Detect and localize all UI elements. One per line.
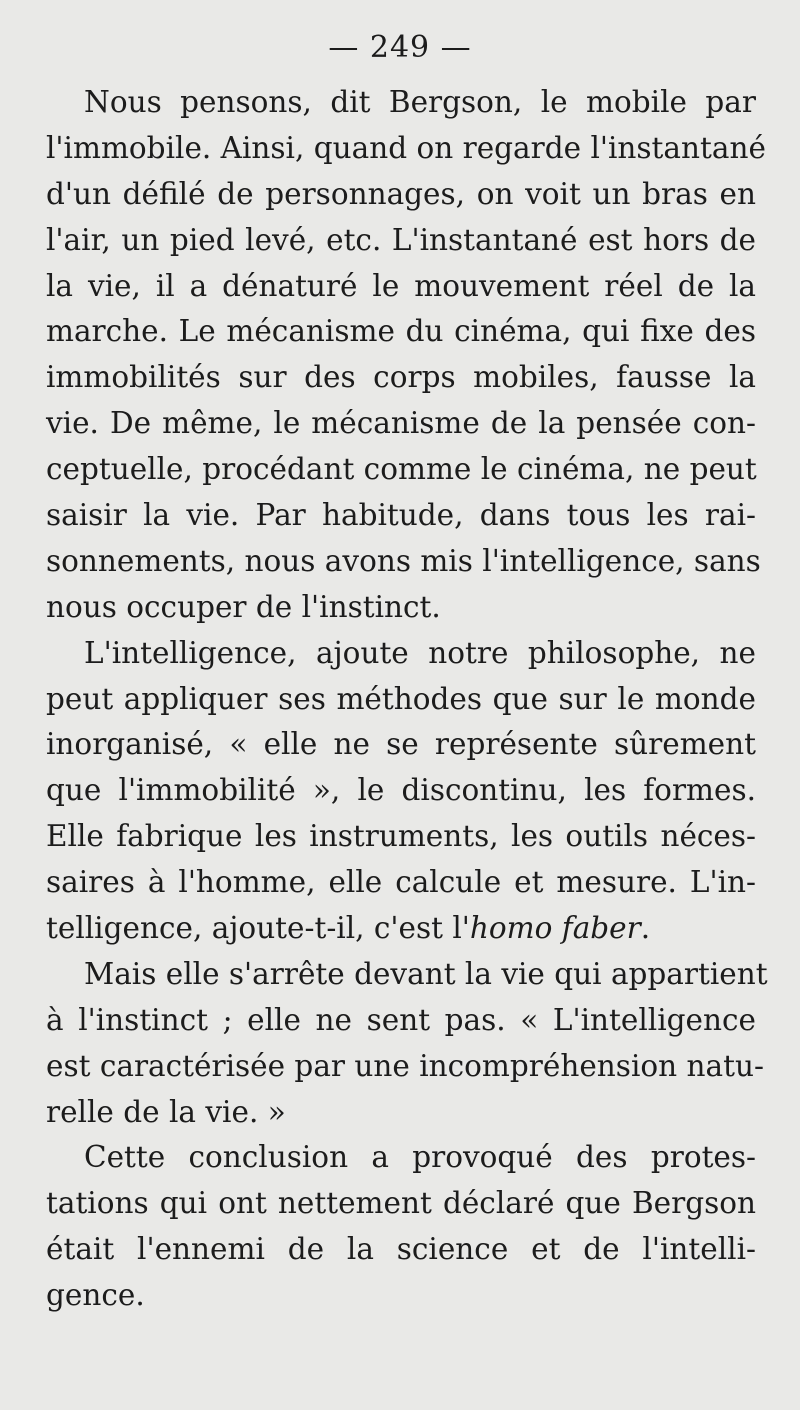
text-line: ceptuelle, procédant comme le cinéma, ne peut	[46, 452, 757, 487]
text-line: peut appliquer ses méthodes que sur le monde	[46, 681, 756, 716]
text-line: l'air, un pied levé, etc. L'instantané est hors de	[46, 222, 756, 257]
text-line: saires à l'homme, elle calcule et mesure. L'in-	[46, 865, 756, 900]
text-fragment: .	[640, 911, 651, 946]
text-fragment: telligence, ajoute-t-il, c'est l'	[46, 911, 470, 946]
text-line: sonnements, nous avons mis l'intelligence, sans	[46, 543, 761, 578]
text-line: d'un défilé de personnages, on voit un bras en	[46, 176, 756, 211]
text-line: vie. De même, le mécanisme de la pensée con-	[46, 406, 756, 441]
text-line: Cette conclusion a provoqué des protes-	[84, 1140, 756, 1175]
text-line: est caractérisée par une incompréhension natu-	[46, 1048, 764, 1083]
text-line: inorganisé, « elle ne se représente sûrement	[46, 727, 756, 762]
text-line: Mais elle s'arrête devant la vie qui appartient	[84, 956, 768, 991]
text-line: tations qui ont nettement déclaré que Bergson	[46, 1186, 756, 1221]
text-line: immobilités sur des corps mobiles, fausse la	[46, 360, 756, 395]
text-line: la vie, il a dénaturé le mouvement réel de la	[46, 268, 756, 303]
text-line: Nous pensons, dit Bergson, le mobile par	[84, 85, 756, 119]
text-line: l'immobile. Ainsi, quand on regarde l'instantané	[46, 130, 766, 165]
paragraph-2	[46, 631, 756, 952]
text-line: marche. Le mécanisme du cinéma, qui fixe des	[46, 314, 756, 349]
paragraph-1	[46, 80, 766, 631]
text-line: L'intelligence, ajoute notre philosophe, ne	[84, 635, 756, 670]
body-text	[46, 80, 768, 1319]
text-line-with-italic	[46, 906, 756, 952]
text-line: nous occuper de l'instinct.	[46, 589, 441, 624]
text-line: était l'ennemi de la science et de l'intelli-	[46, 1232, 756, 1267]
text-line: Elle fabrique les instruments, les outils néces-	[46, 819, 756, 854]
text-line: que l'immobilité », le discontinu, les formes.	[46, 773, 756, 808]
text-line: saisir la vie. Par habitude, dans tous les rai-	[46, 498, 756, 533]
text-line: relle de la vie. »	[46, 1094, 286, 1129]
text-line: gence.	[46, 1278, 145, 1313]
text-line: à l'instinct ; elle ne sent pas. « L'intelligence	[46, 1002, 756, 1037]
paragraph-3	[46, 952, 768, 1136]
page-number: — 249 —	[328, 30, 472, 65]
italic-phrase: homo faber	[469, 911, 641, 946]
paragraph-4	[46, 1135, 756, 1319]
